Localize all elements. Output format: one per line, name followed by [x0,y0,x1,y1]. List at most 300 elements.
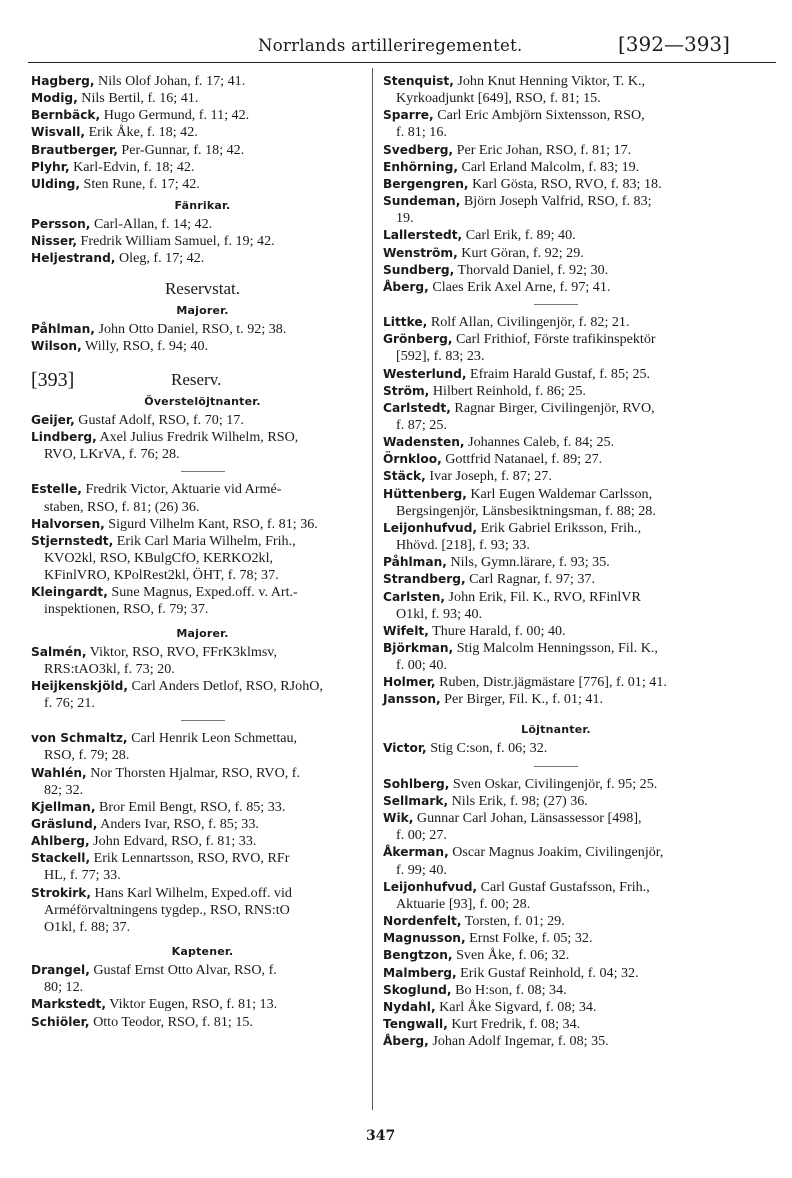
officer-entry [31,481,374,515]
officer-details: Björn Joseph Valfrid, RSO, f. 83; [463,193,652,210]
officer-entry [383,879,729,913]
officer-details: Kurt Göran, f. 92; 29. [461,244,584,261]
officer-surname: Hüttenberg, [383,486,467,501]
officer-details: Anders Ivar, RSO, f. 85; 33. [100,816,259,832]
officer-details: Thure Harald, f. 00; 40. [432,622,566,639]
entry-first-line [383,262,729,279]
officer-surname: Gräslund, [31,817,98,831]
officer-details: Carl Erik, f. 89; 40. [465,227,576,244]
officer-details: Fredrik William Samuel, f. 19; 42. [80,233,275,250]
officer-surname: Ahlberg, [31,834,90,849]
officer-surname: Stenquist, [383,74,454,88]
header-rule [28,62,776,63]
officer-entry [383,982,729,999]
separator-rule [534,766,578,767]
officer-details: Hilbert Reinhold, f. 86; 25. [432,382,586,399]
officer-details: Hans Karl Wilhelm, Exped.off. vid [94,884,292,901]
officer-details: Bo H:son, f. 08; 34. [455,981,567,998]
officer-entry [31,73,374,90]
officer-details: Sven Oskar, Civilingenjör, f. 95; 25. [452,775,658,792]
officer-details: Gottfrid Natanael, f. 89; 27. [445,451,603,468]
officer-details: Karl Åke Sigvard, f. 08; 34. [439,998,597,1015]
officer-entry [31,885,374,936]
entry-first-line [31,159,374,176]
entry-first-line [383,314,729,331]
officer-entry [383,107,729,141]
kaptener-list [31,962,374,1031]
officer-details: Oleg, f. 17; 42. [118,250,205,267]
entry-first-line [383,999,729,1016]
officer-details: Viktor, RSO, RVO, FFrK3klmsv, [89,643,277,660]
right-column [383,73,729,1050]
officer-surname: Skoglund, [383,982,452,997]
officer-details: Carl Henrik Leon Schmettau, [131,730,298,747]
entry-first-line [383,176,729,193]
entry-first-line [383,245,729,262]
officer-details-continued: RSO, f. 79; 28. [44,747,130,764]
entry-first-line [383,279,729,296]
officer-details: Claes Erik Axel Arne, f. 97; 41. [432,278,611,295]
page-title: Norrlands artilleriregementet. [258,36,523,55]
left-column [31,73,374,1031]
entry-first-line [31,584,374,601]
section-heading-lojtnanter: Löjtnanter. [521,722,591,736]
officer-entry [31,142,374,159]
officer-details: Stig Malcolm Henningsson, Fil. K., [456,640,658,656]
officer-entry [31,429,374,463]
officer-surname: Heljestrand, [31,251,116,266]
entry-first-line [383,571,729,588]
entry-first-line [31,90,374,107]
section-heading-majorer-1: Majorer. [176,303,229,317]
entry-first-line [383,965,729,982]
officer-details-continued: 82; 32. [44,781,84,798]
entry-first-line [31,216,374,233]
officer-details: Karl-Edvin, f. 18; 42. [73,158,195,175]
officer-details: John Otto Daniel, RSO, t. 92; 38. [98,320,287,337]
officer-surname: Nydahl, [383,999,436,1014]
officer-surname: Bergengren, [383,176,469,191]
officer-details: Per Eric Johan, RSO, f. 81; 17. [456,141,632,158]
entry-first-line [383,142,729,159]
officer-entry [383,434,729,451]
officer-entry [383,589,729,623]
entry-first-line [31,533,374,550]
officer-entry [383,740,729,757]
page-range: [392—393] [618,32,730,56]
officer-entry [383,73,729,107]
officer-surname: Ulding, [31,176,81,191]
officer-details: Efraim Harald Gustaf, f. 85; 25. [470,365,651,382]
officer-details: Nor Thorsten Hjalmar, RSO, RVO, f. [90,764,301,781]
officer-entry [383,844,729,878]
officer-entry [31,850,374,884]
officer-surname: von Schmaltz, [31,731,128,746]
entry-first-line [383,844,729,861]
section-heading-reserv: Reserv. [171,369,222,389]
officer-details: Sigurd Vilhelm Kant, RSO, f. 81; 36. [108,515,318,532]
officer-details: Johan Adolf Ingemar, f. 08; 35. [432,1033,609,1050]
officer-details-continued: staben, RSO, f. 81; (26) 36. [44,498,200,515]
officer-entry [31,584,374,618]
officer-surname: Örnkloo, [383,452,442,467]
officer-details: Sten Rune, f. 17; 42. [83,175,200,192]
officer-details-continued: HL, f. 77; 33. [44,867,121,884]
officer-entry [31,678,374,712]
entry-first-line [383,674,729,691]
officer-details: Kurt Fredrik, f. 08; 34. [451,1015,581,1032]
entry-first-line [31,516,374,533]
officer-details: Stig C:son, f. 06; 32. [430,739,548,756]
entry-first-line [383,193,729,210]
officer-entry [31,1014,374,1031]
entry-first-line [383,640,729,657]
officer-details-continued: f. 99; 40. [396,861,447,878]
officer-surname: Påhlman, [31,321,95,336]
officer-surname: Carlstedt, [383,400,451,415]
entry-first-line [31,885,374,902]
entry-first-line [383,434,729,451]
officer-entry [31,765,374,799]
officer-entry [383,793,729,810]
officer-surname: Nisser, [31,234,77,249]
entry-first-line [383,930,729,947]
page-header [0,32,792,62]
officer-details-continued: inspektionen, RSO, f. 79; 37. [44,601,209,618]
officer-details: Gustaf Ernst Otto Alvar, RSO, f. [93,962,277,979]
officer-entry [383,554,729,571]
officer-entry [383,366,729,383]
officer-surname: Sundeman, [383,194,461,209]
entry-first-line [31,412,374,429]
officer-surname: Jansson, [383,692,441,707]
officer-entry [31,124,374,141]
officer-details-continued: Hhövd. [218], f. 93; 33. [396,537,530,554]
officer-surname: Westerlund, [383,366,467,381]
officer-surname: Geijer, [31,412,75,427]
officer-details: Carl Gustaf Gustafsson, Frih., [480,878,650,895]
officer-details-continued: f. 00; 27. [396,827,447,844]
officer-surname: Strandberg, [383,572,466,587]
officer-entry [383,400,729,434]
officer-entry [383,571,729,588]
officer-entry [31,816,374,833]
officer-entry [31,176,374,193]
officer-surname: Littke, [383,315,428,330]
entry-first-line [31,233,374,250]
officer-entry [31,533,374,584]
officer-details: Otto Teodor, RSO, f. 81; 15. [93,1013,253,1030]
officer-surname: Leijonhufvud, [383,520,478,535]
officer-details: Ragnar Birger, Civilingenjör, RVO, [454,399,655,416]
officer-surname: Malmberg, [383,965,457,980]
officer-details: Nils, Gymn.lärare, f. 93; 35. [450,554,610,571]
officer-details: Viktor Eugen, RSO, f. 81; 13. [109,996,278,1013]
officer-surname: Wik, [383,811,414,826]
officer-surname: Stäck, [383,469,426,484]
officer-entry [383,193,729,227]
officer-surname: Sundberg, [383,262,455,277]
officer-details: Nils Olof Johan, f. 17; 41. [98,73,246,89]
officer-surname: Enhörning, [383,159,458,174]
officer-entry [383,486,729,520]
majorer-list-3 [31,730,374,936]
officer-details: Torsten, f. 01; 29. [464,913,565,930]
officer-entry [31,250,374,267]
officer-surname: Stackell, [31,851,91,866]
officer-surname: Magnusson, [383,931,466,946]
entry-first-line [31,678,374,695]
officer-surname: Sellmark, [383,793,449,808]
officer-entry [383,142,729,159]
officer-details: Erik Lennartsson, RSO, RVO, RFr [93,850,290,867]
officer-entry [31,90,374,107]
entry-first-line [383,947,729,964]
officer-details: Erik Åke, f. 18; 42. [88,124,198,141]
entry-first-line [31,73,374,90]
officer-surname: Åberg, [383,1034,429,1049]
officer-surname: Schiöler, [31,1014,90,1029]
entry-first-line [383,73,729,90]
officer-details: Sune Magnus, Exped.off. v. Art.- [111,584,298,601]
officer-surname: Kleingardt, [31,585,108,600]
entry-first-line [31,816,374,833]
officer-entry [383,262,729,279]
officer-details: Karl Gösta, RSO, RVO, f. 83; 18. [472,175,662,192]
officer-details: Nils Erik, f. 98; (27) 36. [451,792,588,809]
officer-surname: Bengtzon, [383,948,453,963]
officer-details: Carl Frithiof, Förste trafikinspektör [455,331,656,348]
officer-details: John Knut Henning Viktor, T. K., [457,73,646,89]
officer-entry [383,913,729,930]
officer-details: Erik Gabriel Eriksson, Frih., [480,519,642,536]
officer-surname: Svedberg, [383,142,454,157]
officer-surname: Sohlberg, [383,776,450,791]
officer-details-continued: [592], f. 83; 23. [396,348,485,365]
officer-surname: Lallerstedt, [383,228,463,243]
officer-details: Nils Bertil, f. 16; 41. [81,90,199,107]
officer-details-continued: f. 87; 25. [396,416,447,433]
reserv-page-marker: [393] [31,368,75,391]
officer-entry [31,412,374,429]
officer-surname: Stjernstedt, [31,533,114,548]
separator-rule [534,304,578,305]
overstelojtnanter-list-2 [31,481,374,618]
entry-first-line [31,338,374,355]
entry-first-line [383,691,729,708]
entry-first-line [383,982,729,999]
entry-first-line [31,142,374,159]
officer-details-continued: f. 00; 40. [396,657,447,674]
officer-surname: Brautberger, [31,142,118,157]
officer-surname: Wenström, [383,245,458,260]
fanrikar-list [31,216,374,267]
officer-surname: Tengwall, [383,1016,448,1031]
officer-details: Gunnar Carl Johan, Länsassessor [498], [416,810,642,827]
lojtnanter-list-1 [383,740,729,757]
officer-surname: Holmer, [383,675,436,690]
section-heading-fanrikar: Fänrikar. [174,199,231,213]
entry-first-line [31,429,374,446]
entry-first-line [383,366,729,383]
officer-entry [383,930,729,947]
officer-entry [383,331,729,365]
officer-entry [383,691,729,708]
left-officer-list [31,73,374,193]
officer-details: Per-Gunnar, f. 18; 42. [121,141,245,158]
officer-surname: Modig, [31,91,78,106]
overstelojtnanter-list [31,412,374,463]
officer-entry [383,314,729,331]
section-heading-reservstat: Reservstat. [164,278,241,298]
officer-surname: Markstedt, [31,997,106,1012]
officer-details: Axel Julius Fredrik Wilhelm, RSO, [99,429,299,446]
officer-entry [383,999,729,1016]
officer-details: John Edvard, RSO, f. 81; 33. [93,833,257,850]
officer-entry [31,338,374,355]
officer-details: Ivar Joseph, f. 87; 27. [429,468,552,485]
officer-entry [383,810,729,844]
officer-details: Carl Ragnar, f. 97; 37. [469,571,595,588]
officer-details-continued: O1kl, f. 93; 40. [396,605,483,622]
entry-first-line [383,468,729,485]
officer-entry [31,233,374,250]
entry-first-line [31,996,374,1013]
officer-details: Ernst Folke, f. 05; 32. [469,930,593,947]
officer-details: Carl-Allan, f. 14; 42. [93,216,213,233]
officer-surname: Påhlman, [383,555,447,570]
officer-surname: Björkman, [383,641,454,655]
officer-details-continued: RVO, LKrVA, f. 76; 28. [44,446,180,463]
entry-first-line [383,810,729,827]
officer-entry [31,996,374,1013]
officer-details-continued: f. 76; 21. [44,695,95,712]
entry-first-line [383,227,729,244]
entry-first-line [383,451,729,468]
entry-first-line [31,124,374,141]
officer-surname: Åberg, [383,279,429,294]
officer-entry [383,383,729,400]
entry-first-line [383,1033,729,1050]
officer-entry [383,640,729,674]
officer-details: Carl Eric Ambjörn Sixtensson, RSO, [437,107,645,124]
entry-first-line [31,481,374,498]
officer-entry [383,674,729,691]
officer-details-continued: RRS:tAO3kl, f. 73; 20. [44,660,175,677]
officer-details: Willy, RSO, f. 94; 40. [85,337,209,354]
officer-entry [383,468,729,485]
officer-surname: Drangel, [31,963,90,978]
entry-first-line [31,1014,374,1031]
officer-surname: Carlsten, [383,589,446,604]
officer-surname: Estelle, [31,482,82,497]
officer-details-continued: Aktuarie [93], f. 00; 28. [396,895,531,912]
officer-details-continued: Bergsingenjör, Länsbesiktningsman, f. 88; 28. [396,502,656,519]
officer-entry [383,227,729,244]
lojtnanter-list-2 [383,776,729,1051]
officer-entry [31,644,374,678]
officer-entry [383,1016,729,1033]
officer-details-continued: f. 81; 16. [396,124,447,141]
officer-entry [383,623,729,640]
section-heading-majorer-2: Majorer. [176,626,229,640]
officer-details-continued: O1kl, f. 88; 37. [44,918,131,935]
entry-first-line [383,623,729,640]
entry-first-line [383,913,729,930]
officer-entry [31,107,374,124]
officer-details: Thorvald Daniel, f. 92; 30. [457,261,609,278]
entry-first-line [31,850,374,867]
entry-first-line [383,520,729,537]
officer-details: Gustaf Adolf, RSO, f. 70; 17. [78,411,244,428]
officer-details: Johannes Caleb, f. 84; 25. [468,434,615,451]
entry-first-line [31,765,374,782]
entry-first-line [383,589,729,606]
officer-details-continued: KFinlVRO, KPolRest2kl, ÖHT, f. 78; 37. [44,567,279,584]
officer-surname: Wilson, [31,338,82,353]
officer-details: Per Birger, Fil. K., f. 01; 41. [444,691,604,708]
officer-surname: Wisvall, [31,125,86,140]
entry-first-line [31,644,374,661]
right-officer-list-2 [383,314,729,709]
section-heading-kaptener: Kaptener. [171,945,234,959]
officer-details: Bror Emil Bengt, RSO, f. 85; 33. [99,798,286,815]
officer-surname: Kjellman, [31,799,96,814]
officer-entry [383,159,729,176]
officer-details: Carl Anders Detlof, RSO, RJohO, [131,677,323,694]
officer-entry [383,520,729,554]
officer-surname: Heijkenskjöld, [31,678,128,693]
officer-surname: Sparre, [383,108,434,123]
officer-surname: Grönberg, [383,332,453,347]
officer-surname: Strokirk, [31,885,92,900]
entry-first-line [383,879,729,896]
entry-first-line [31,176,374,193]
entry-first-line [31,962,374,979]
officer-surname: Plyhr, [31,159,70,174]
officer-details: Karl Eugen Waldemar Carlsson, [470,485,653,502]
officer-details: Erik Gustaf Reinhold, f. 04; 32. [460,964,639,981]
officer-entry [383,776,729,793]
officer-surname: Victor, [383,740,427,755]
officer-entry [31,962,374,996]
entry-first-line [383,486,729,503]
officer-details-continued: 19. [396,210,414,227]
entry-first-line [383,554,729,571]
officer-entry [31,159,374,176]
officer-details: Ruben, Distr.jägmästare [776], f. 01; 41. [439,674,667,691]
officer-surname: Halvorsen, [31,516,105,531]
officer-details: Carl Erland Malcolm, f. 83; 19. [461,158,640,175]
entry-first-line [31,250,374,267]
officer-surname: Wadensten, [383,435,465,450]
entry-first-line [383,107,729,124]
officer-surname: Persson, [31,217,91,232]
officer-entry [383,965,729,982]
officer-surname: Ström, [383,383,430,398]
page-number: 347 [366,1128,396,1144]
officer-surname: Salmén, [31,644,87,659]
officer-entry [383,279,729,296]
officer-surname: Hagberg, [31,74,95,88]
officer-details-continued: Kyrkoadjunkt [649], RSO, f. 81; 15. [396,90,601,107]
entry-first-line [383,159,729,176]
officer-details: Sven Åke, f. 06; 32. [456,947,570,964]
entry-first-line [383,400,729,417]
section-heading-overstelojtnanter: Överstelöjtnanter. [144,394,261,408]
officer-details: Hugo Germund, f. 11; 42. [103,107,250,124]
officer-entry [383,176,729,193]
